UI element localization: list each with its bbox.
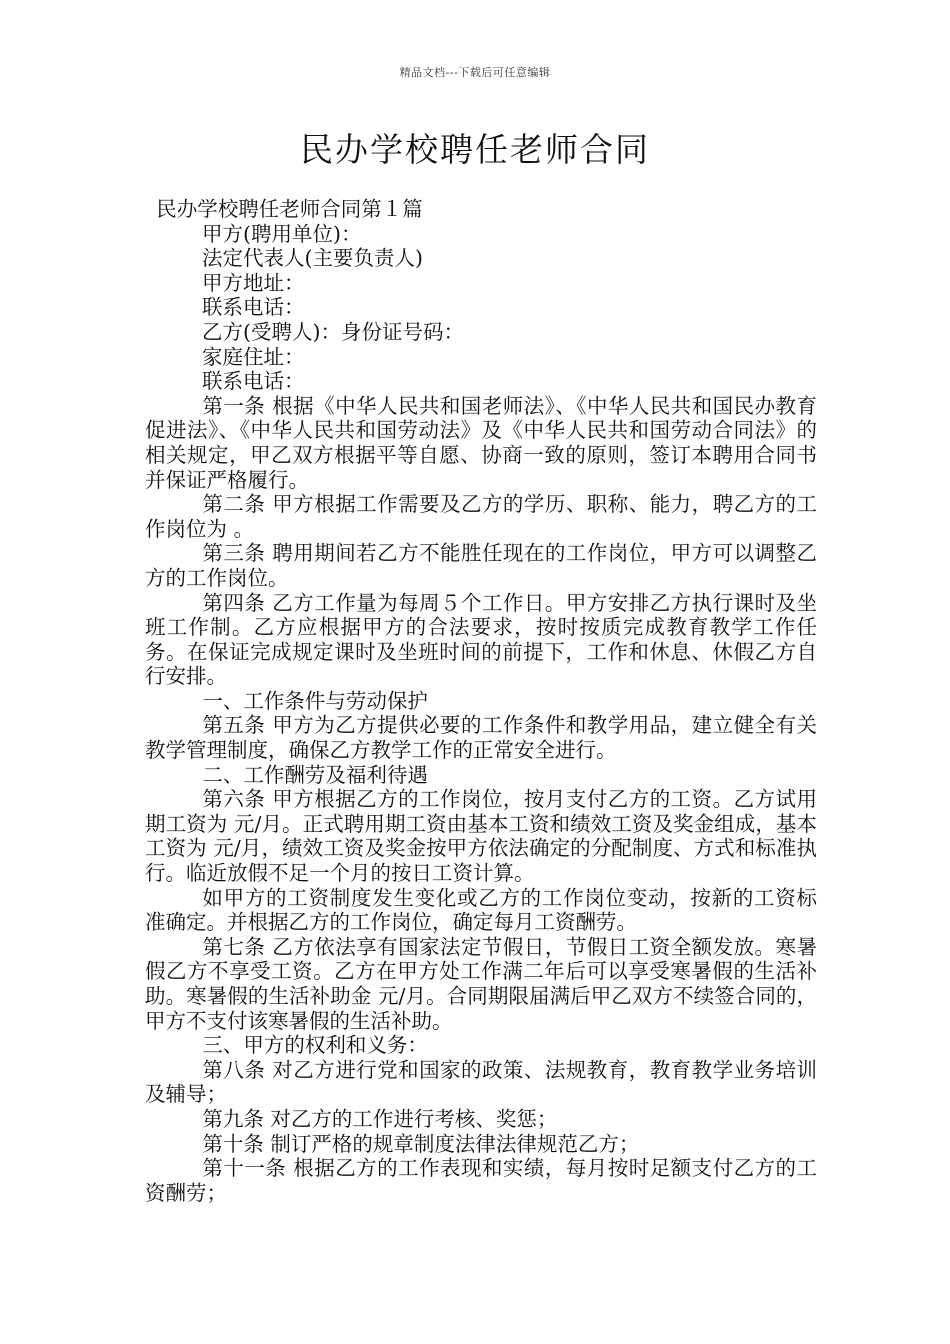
clause-10: 第十条 制订严格的规章制度法律法律规范乙方； <box>202 1131 640 1156</box>
legal-representative-line: 法定代表人(主要负责人) <box>202 246 423 271</box>
clause-9: 第九条 对乙方的工作进行考核、奖惩； <box>202 1106 558 1131</box>
party-a-employer-line: 甲方(聘用单位)： <box>202 221 362 246</box>
party-b-address-line: 家庭住址： <box>202 344 305 369</box>
document-body <box>145 197 817 1205</box>
document-subtitle: 民办学校聘任老师合同第１篇 <box>156 197 423 221</box>
clause-4: 第四条 乙方工作量为每周５个工作日。甲方安排乙方执行课时及坐班工作制。乙方应根据甲方的合法要求，按时按质完成教育教学工作任务。在保证完成规定课时及坐班时间的前提下，工作和休息、休假乙方自行安排。 <box>145 590 817 689</box>
party-b-phone-line: 联系电话： <box>202 369 305 394</box>
clause-8: 第八条 对乙方进行党和国家的政策、法规教育，教育教学业务培训及辅导； <box>145 1057 817 1107</box>
party-a-phone-line: 联系电话： <box>202 295 305 320</box>
clause-6: 第六条 甲方根据乙方的工作岗位，按月支付乙方的工资。乙方试用期工资为 元/月。正式聘用期工资由基本工资和绩效工资及奖金组成，基本工资为 元/月，绩效工资及奖金按甲方依法确定的分配制度、方式和标准执行。临近放假不足一个月的按日工资计算。 <box>145 787 817 886</box>
clause-5: 第五条 甲方为乙方提供必要的工作条件和教学用品，建立健全有关教学管理制度，确保乙方教学工作的正常安全进行。 <box>145 713 817 763</box>
clause-3: 第三条 聘用期间若乙方不能胜任现在的工作岗位，甲方可以调整乙方的工作岗位。 <box>145 541 817 590</box>
party-b-id-line: 乙方(受聘人)：身份证号码： <box>202 319 464 344</box>
party-a-address-line: 甲方地址： <box>202 270 305 295</box>
document-title: 民办学校聘任老师合同 <box>300 130 650 169</box>
clause-7: 第七条 乙方依法享有国家法定节假日，节假日工资全额发放。寒暑假乙方不享受工资。乙方在甲方处工作满二年后可以享受寒暑假的生活补助。寒暑假的生活补助金 元/月。合同期限届满后甲乙双方不续签合同的，甲方不支付该寒暑假的生活补助。 <box>145 934 817 1033</box>
clause-11: 第十一条 根据乙方的工作表现和实绩，每月按时足额支付乙方的工资酬劳； <box>145 1156 817 1205</box>
clause-1: 第一条 根据《中华人民共和国老师法》、《中华人民共和国民办教育促进法》、《中华人民共和国劳动法》及《中华人民共和国劳动合同法》的相关规定，甲乙双方根据平等自愿、协商一致的原则，签订本聘用合同书并保证严格履行。 <box>145 393 817 492</box>
section-heading-1: 一、工作条件与劳动保护 <box>202 688 428 713</box>
clause-6-continuation: 如甲方的工资制度发生变化或乙方的工作岗位变动，按新的工资标准确定。并根据乙方的工作岗位，确定每月工资酬劳。 <box>145 885 817 935</box>
section-heading-2: 二、工作酬劳及福利待遇 <box>202 762 428 787</box>
section-heading-3: 三、甲方的权利和义务： <box>202 1033 428 1058</box>
clause-2: 第二条 甲方根据工作需要及乙方的学历、职称、能力，聘乙方的工作岗位为 。 <box>145 492 817 541</box>
header-watermark: 精品文档---下载后可任意编辑 <box>399 66 551 79</box>
